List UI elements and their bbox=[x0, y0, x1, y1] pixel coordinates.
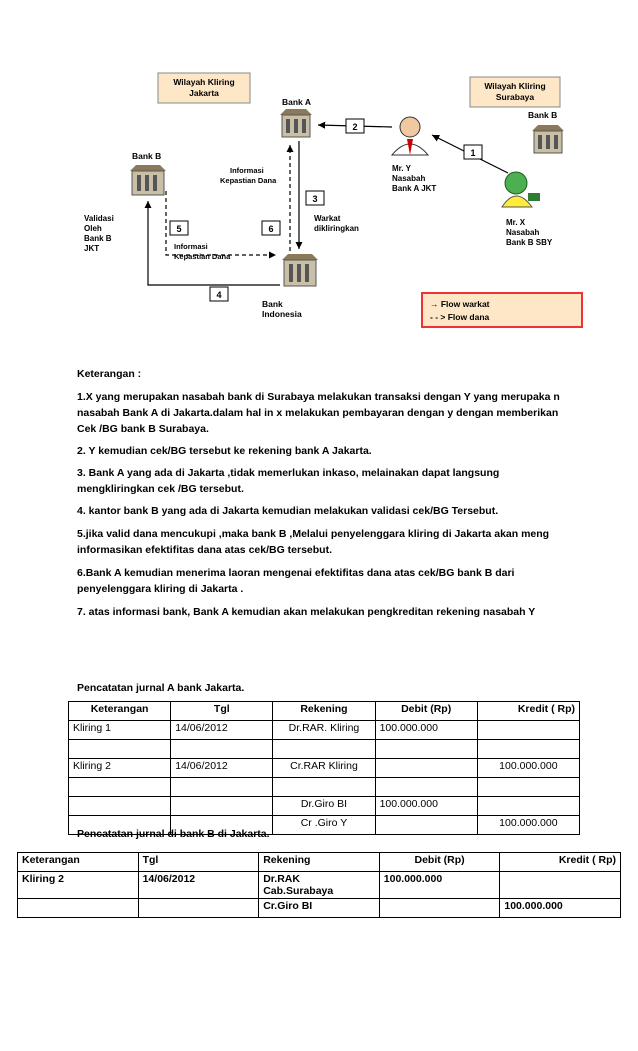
keterangan-point-7: 7. atas informasi bank, Bank A kemudian akan melakukan pengkreditan rekening nasabah Y bbox=[77, 606, 536, 618]
table-cell bbox=[375, 740, 477, 759]
header-keterangan: Keterangan bbox=[69, 702, 171, 721]
validasi-label-4: JKT bbox=[84, 244, 100, 253]
table-cell bbox=[69, 778, 171, 797]
bank-a-building-icon bbox=[280, 109, 312, 137]
region-surabaya-label-2: Surabaya bbox=[495, 92, 535, 102]
table-cell bbox=[477, 721, 579, 740]
table-cell bbox=[171, 740, 273, 759]
table-cell: 100.000.000 bbox=[375, 797, 477, 816]
mr-x-label-1: Mr. X bbox=[506, 218, 526, 227]
table-cell: Kliring 2 bbox=[18, 872, 139, 899]
bank-b-left-building-icon bbox=[130, 165, 166, 195]
table-row bbox=[18, 899, 621, 918]
warkat-label-2: dikliringkan bbox=[314, 224, 359, 233]
keterangan-point-2: 2. Y kemudian cek/BG tersebut ke rekening bank A Jakarta. bbox=[77, 445, 372, 457]
table-row bbox=[69, 797, 580, 816]
table-cell: 100.000.000 bbox=[500, 899, 621, 918]
step-4-badge bbox=[210, 287, 228, 301]
validasi-label-2: Oleh bbox=[84, 224, 102, 233]
table-cell: Dr.RAK Cab.Surabaya bbox=[259, 872, 380, 899]
keterangan-point-5: 5.jika valid dana mencukupi ,maka bank B ,Melalui penyelenggara kliring di Jakarta akan meng informasikan efektifitas dana atas cek/BG tersebut. bbox=[77, 528, 550, 556]
keterangan-point-4: 4. kantor bank B yang ada di Jakarta kemudian melakukan validasi cek/BG Tersebut. bbox=[77, 505, 499, 517]
table-cell: Kliring 2 bbox=[69, 759, 171, 778]
step-4-label: 4 bbox=[216, 290, 222, 300]
table-cell: 14/06/2012 bbox=[171, 721, 273, 740]
legend-warkat: → Flow warkat bbox=[430, 299, 490, 309]
table-cell bbox=[273, 778, 375, 797]
table-row bbox=[69, 778, 580, 797]
table-cell: Dr.RAR. Kliring bbox=[273, 721, 375, 740]
bank-a-label: Bank A bbox=[282, 97, 311, 107]
keterangan-point-6: 6.Bank A kemudian menerima laoran mengenai efektifitas dana atas cek/BG bank B dari penyelenggara kliring di Jakarta . bbox=[77, 567, 515, 595]
mr-x-label-2: Nasabah bbox=[506, 228, 540, 237]
table-cell bbox=[477, 797, 579, 816]
bank-indonesia-label: Bank bbox=[262, 299, 283, 309]
mr-x-person-icon bbox=[502, 172, 540, 207]
table-cell: 14/06/2012 bbox=[171, 759, 273, 778]
step-2-badge bbox=[346, 119, 364, 133]
validasi-label-3: Bank B bbox=[84, 234, 112, 243]
table-cell: Cr .Giro Y bbox=[273, 816, 375, 835]
clearing-flow-diagram bbox=[70, 55, 590, 335]
header-tgl: Tgl bbox=[171, 702, 273, 721]
header-debit: Debit (Rp) bbox=[375, 702, 477, 721]
table-cell: Cr.RAR Kliring bbox=[273, 759, 375, 778]
bank-b-right-building-icon bbox=[532, 125, 564, 153]
table-cell bbox=[379, 899, 500, 918]
step-1-label: 1 bbox=[470, 148, 476, 158]
table-cell bbox=[500, 872, 621, 899]
jurnal-b-title: Pencatatan jurnal di bank B di Jakarta. bbox=[77, 828, 270, 840]
header-tgl: Tgl bbox=[138, 853, 259, 872]
table-cell bbox=[69, 797, 171, 816]
mr-y-label-2: Nasabah bbox=[392, 174, 426, 183]
header-rekening: Rekening bbox=[259, 853, 380, 872]
header-debit: Debit (Rp) bbox=[379, 853, 500, 872]
bank-b-left-label: Bank B bbox=[132, 151, 162, 161]
mr-x-label-3: Bank B SBY bbox=[506, 238, 553, 247]
mr-y-person-icon bbox=[392, 117, 428, 155]
info-kepastian-1-l1: Informasi bbox=[230, 166, 264, 175]
info-kepastian-2-l1: Informasi bbox=[174, 242, 208, 251]
step-5-label: 5 bbox=[176, 224, 182, 234]
table-cell bbox=[477, 740, 579, 759]
header-kredit: Kredit ( Rp) bbox=[500, 853, 621, 872]
region-surabaya-label: Wilayah Kliring bbox=[484, 81, 546, 91]
table-cell bbox=[18, 899, 139, 918]
table-cell: Cr.Giro BI bbox=[259, 899, 380, 918]
table-row bbox=[69, 721, 580, 740]
table-cell: 100.000.000 bbox=[477, 759, 579, 778]
mr-y-label-1: Mr. Y bbox=[392, 164, 411, 173]
keterangan-point-1: 1.X yang merupakan nasabah bank di Surabaya melakukan transaksi dengan Y yang merupaka n nasabah Bank A di Jakarta.dalam hal in x melakukan pembayaran dengan y dengan memberikan Cek /BG bank B Surabaya. bbox=[77, 391, 560, 435]
header-rekening: Rekening bbox=[273, 702, 375, 721]
table-cell bbox=[375, 759, 477, 778]
table-cell: Kliring 1 bbox=[69, 721, 171, 740]
step-2-label: 2 bbox=[352, 122, 358, 132]
info-kepastian-1-l2: Kepastian Dana bbox=[220, 176, 277, 185]
step-6-badge bbox=[262, 221, 280, 235]
region-surabaya-box bbox=[470, 77, 560, 107]
bank-indonesia-label-2: Indonesia bbox=[262, 309, 302, 319]
keterangan-point-3: 3. Bank A yang ada di Jakarta ,tidak memerlukan inkaso, melainakan dapat langsung mengkliringkan cek /BG tersebut. bbox=[77, 467, 500, 495]
table-cell bbox=[171, 778, 273, 797]
jurnal-a-header-row bbox=[69, 702, 580, 721]
region-jakarta-box bbox=[158, 73, 250, 103]
warkat-label-1: Warkat bbox=[314, 214, 341, 223]
table-row bbox=[18, 872, 621, 899]
mr-y-label-3: Bank A JKT bbox=[392, 184, 437, 193]
table-cell bbox=[477, 778, 579, 797]
arrow-4 bbox=[148, 201, 280, 285]
bank-b-right-label: Bank B bbox=[528, 110, 558, 120]
region-jakarta-label-2: Jakarta bbox=[189, 88, 219, 98]
step-6-label: 6 bbox=[268, 224, 274, 234]
table-cell bbox=[69, 740, 171, 759]
table-cell bbox=[138, 899, 259, 918]
table-cell: 100.000.000 bbox=[477, 816, 579, 835]
validasi-label-1: Validasi bbox=[84, 214, 114, 223]
table-cell: Dr.Giro BI bbox=[273, 797, 375, 816]
header-kredit: Kredit ( Rp) bbox=[477, 702, 579, 721]
header-keterangan: Keterangan bbox=[18, 853, 139, 872]
jurnal-a-table bbox=[68, 701, 580, 835]
table-cell bbox=[273, 740, 375, 759]
table-row bbox=[69, 740, 580, 759]
step-1-badge bbox=[464, 145, 482, 159]
table-row bbox=[69, 759, 580, 778]
table-cell: 14/06/2012 bbox=[138, 872, 259, 899]
keterangan-heading: Keterangan : bbox=[77, 368, 142, 380]
table-cell: 100.000.000 bbox=[375, 721, 477, 740]
jurnal-b-header-row bbox=[18, 853, 621, 872]
table-cell: 100.000.000 bbox=[379, 872, 500, 899]
jurnal-a-title: Pencatatan jurnal A bank Jakarta. bbox=[77, 682, 245, 694]
step-3-badge bbox=[306, 191, 324, 205]
info-kepastian-2-l2: Kepastian Dana bbox=[174, 252, 231, 261]
table-cell bbox=[375, 778, 477, 797]
step-5-badge bbox=[170, 221, 188, 235]
jurnal-b-table bbox=[17, 852, 621, 918]
step-3-label: 3 bbox=[312, 194, 318, 204]
legend-dana: - - > Flow dana bbox=[430, 312, 490, 322]
region-jakarta-label: Wilayah Kliring bbox=[173, 77, 235, 87]
legend-box bbox=[422, 293, 582, 327]
table-cell bbox=[171, 797, 273, 816]
bank-indonesia-building-icon bbox=[282, 254, 318, 286]
